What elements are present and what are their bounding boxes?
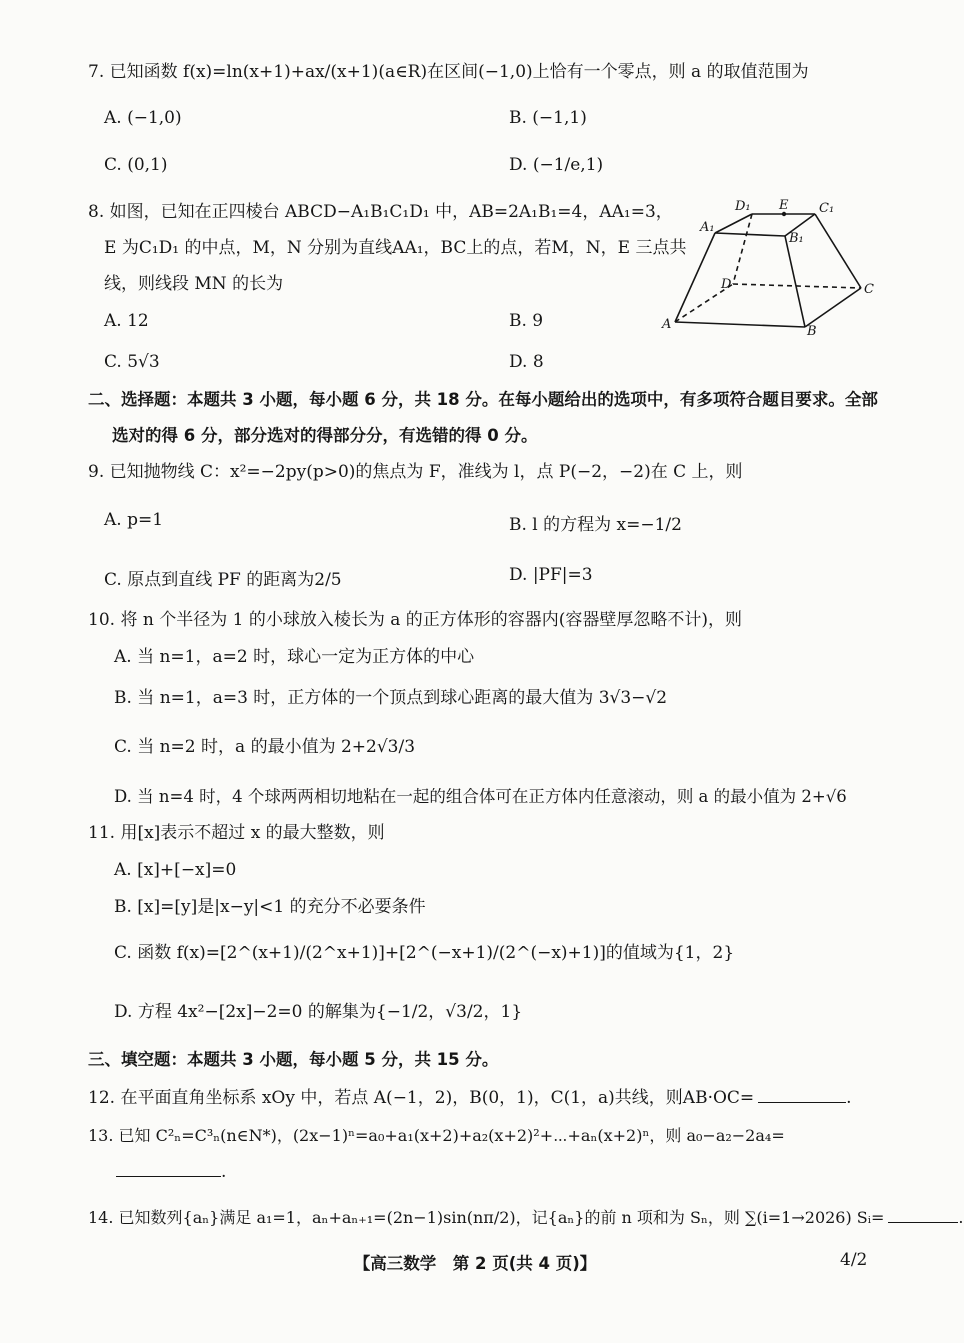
edge-cc1 xyxy=(815,214,861,288)
edge-aa1 xyxy=(675,233,715,322)
q9-option-c: C. 原点到直线 PF 的距离为2/5 xyxy=(104,570,342,590)
q10-option-c: C. 当 n=2 时，a 的最小值为 2+2√3/3 xyxy=(114,737,416,757)
q14-answer-blank[interactable] xyxy=(888,1208,958,1223)
q9-stem: 9. 已知抛物线 C：x²=−2py(p>0)的焦点为 F，准线为 l，点 P(−2，−2)在 C 上，则 xyxy=(88,462,743,482)
q13-answer-blank[interactable] xyxy=(116,1162,221,1177)
label-d: D xyxy=(721,277,732,292)
q12-answer-blank[interactable] xyxy=(758,1088,846,1103)
q7-option-b: B. (−1,1) xyxy=(509,108,587,128)
q10-stem: 10. 将 n 个半径为 1 的小球放入棱长为 a 的正方体形的容器内(容器壁厚忽略不计)，则 xyxy=(88,610,743,630)
q10-option-a: A. 当 n=1，a=2 时，球心一定为正方体的中心 xyxy=(114,647,475,667)
edge-a1b1 xyxy=(715,233,785,236)
page-number: 4/2 xyxy=(840,1250,868,1270)
q14-text: 14. 已知数列{aₙ}满足 a₁=1，aₙ+aₙ₊₁=(2n−1)sin(nπ/2)，记{aₙ}的前 n 项和为 Sₙ，则 ∑(i=1→2026) Sᵢ= xyxy=(88,1208,885,1227)
q8-stem-line3: 线，则线段 MN 的长为 xyxy=(104,274,284,294)
edge-dd1 xyxy=(733,214,752,284)
label-a: A xyxy=(662,317,672,332)
q8-option-a: A. 12 xyxy=(104,311,149,331)
q7-option-c: C. (0,1) xyxy=(104,155,168,175)
q8-option-b: B. 9 xyxy=(509,311,544,331)
q8-option-c: C. 5√3 xyxy=(104,352,160,372)
label-a1: A₁ xyxy=(700,220,715,235)
label-b: B xyxy=(807,324,817,339)
page-footer: 【高三数学 第 2 页(共 4 页)】 xyxy=(353,1254,597,1273)
q14-end: . xyxy=(958,1208,964,1227)
q9-option-b: B. l 的方程为 x=−1/2 xyxy=(509,515,682,535)
label-e: E xyxy=(779,198,789,213)
section2-header-line1: 二、选择题：本题共 3 小题，每小题 6 分，共 18 分。在每小题给出的选项中，有多项符合题目要求。全部 xyxy=(88,390,878,409)
q11-option-c: C. 函数 f(x)=[2^(x+1)/(2^x+1)]+[2^(−x+1)/(2^(−x)+1)]的值域为{1，2} xyxy=(114,943,735,963)
q7-option-a: A. (−1,0) xyxy=(104,108,182,128)
q7-stem: 7. 已知函数 f(x)=ln(x+1)+ax/(x+1)(a∈R)在区间(−1,0)上恰有一个零点，则 a 的取值范围为 xyxy=(88,62,809,82)
section2-header-line2: 选对的得 6 分，部分选对的得部分分，有选错的得 0 分。 xyxy=(112,426,538,445)
label-b1: B₁ xyxy=(789,231,804,246)
label-c: C xyxy=(864,282,874,297)
frustum-figure xyxy=(655,196,880,341)
q11-option-b: B. [x]=[y]是|x−y|<1 的充分不必要条件 xyxy=(114,897,426,917)
q11-stem: 11. 用[x]表示不超过 x 的最大整数，则 xyxy=(88,823,385,843)
q13-answer-row xyxy=(112,1162,226,1182)
q11-option-d: D. 方程 4x²−[2x]−2=0 的解集为{−1/2，√3/2，1} xyxy=(114,1002,523,1022)
q12-end: . xyxy=(846,1088,852,1108)
edge-bb1 xyxy=(785,236,805,327)
q8-option-d: D. 8 xyxy=(509,352,544,372)
q8-stem-line2: E 为C₁D₁ 的中点，M，N 分别为直线AA₁，BC上的点，若M，N，E 三点共 xyxy=(104,238,687,258)
q9-option-a: A. p=1 xyxy=(104,510,164,530)
q14-stem xyxy=(88,1208,964,1227)
q8-stem-line1: 8. 如图，已知在正四棱台 ABCD−A₁B₁C₁D₁ 中，AB=2A₁B₁=4，AA₁=3， xyxy=(88,202,673,222)
q12-stem xyxy=(88,1088,852,1108)
label-c1: C₁ xyxy=(819,201,835,216)
q10-option-d: D. 当 n=4 时，4 个球两两相切地粘在一起的组合体可在正方体内任意滚动，则 a 的最小值为 2+√6 xyxy=(114,787,847,806)
q9-option-d: D. |PF|=3 xyxy=(509,565,593,585)
q13-end: . xyxy=(221,1162,227,1182)
q13-stem: 13. 已知 C²ₙ=C³ₙ(n∈N*)，(2x−1)ⁿ=a₀+a₁(x+2)+a₂(x+2)²+⋯+aₙ(x+2)ⁿ，则 a₀−a₂−2a₄= xyxy=(88,1126,785,1145)
q10-option-b: B. 当 n=1，a=3 时，正方体的一个顶点到球心距离的最大值为 3√3−√2 xyxy=(114,688,668,708)
edge-bc xyxy=(805,288,861,327)
q7-option-d: D. (−1/e,1) xyxy=(509,155,604,175)
edge-d1a1 xyxy=(715,214,752,233)
edge-ab xyxy=(675,322,805,327)
q12-text: 12. 在平面直角坐标系 xOy 中，若点 A(−1，2)，B(0，1)，C(1，a)共线，则AB·OC= xyxy=(88,1088,755,1108)
q11-option-a: A. [x]+[−x]=0 xyxy=(114,860,237,880)
label-d1: D₁ xyxy=(735,199,751,214)
section3-header: 三、填空题：本题共 3 小题，每小题 5 分，共 15 分。 xyxy=(88,1050,499,1069)
